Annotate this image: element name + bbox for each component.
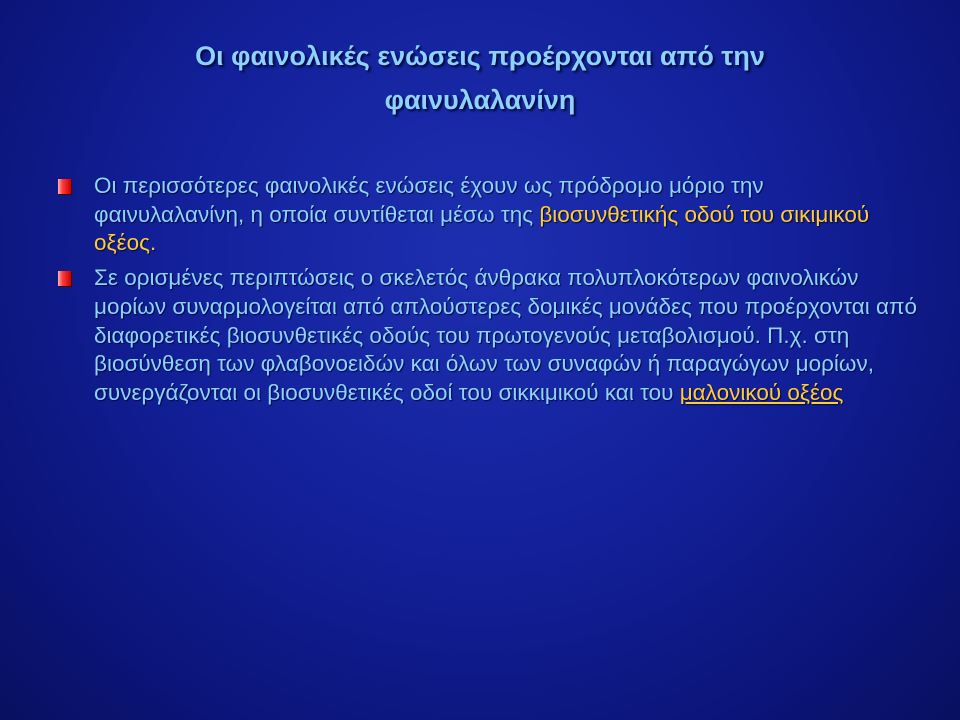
bullet-item-2 [58,264,918,408]
bullet-1-text-main: Οι περισσότερες φαινολικές ενώσεις έχουν ως πρόδρομο μόριο την φαινυλαλανίνη, η οποία συντίθεται μέσω της [94,173,764,227]
bullet-item-1 [58,172,918,258]
slide-title [60,34,900,122]
bullet-1-highlight: βιοσυνθετικής οδού του σικιμικού οξέος [94,201,870,256]
bullet-2-text-main: Σε ορισμένες περιπτώσεις ο σκελετός άνθρακα πολυπλοκότερων φαινολικών μορίων συναρμολογείται από απλούστερες δομικές μονάδες που προέρχονται από διαφορετικές βιοσυνθετικές οδούς του πρωτογενούς μεταβολισμού. Π.χ. στη βιοσύνθεση των φλαβονοειδών και όλων των συναφών ή παραγώγων μορίων, συνεργάζονται οι βιοσυνθετικές οδοί του σικκιμικού και του [94,265,917,405]
slide-title-line-2: φαινυλαλανίνη [384,85,576,115]
bullet-1-period: . [149,230,157,256]
bullet-2-highlight: μαλονικού οξέος [679,379,844,405]
bullet-marker-icon [58,179,71,194]
bullet-list [58,172,918,414]
slide-title-line-1: Οι φαινολικές ενώσεις προέρχονται από την [195,41,765,71]
bullet-text-1 [94,172,918,258]
bullet-marker-icon [58,271,71,286]
bullet-text-2 [94,264,918,408]
